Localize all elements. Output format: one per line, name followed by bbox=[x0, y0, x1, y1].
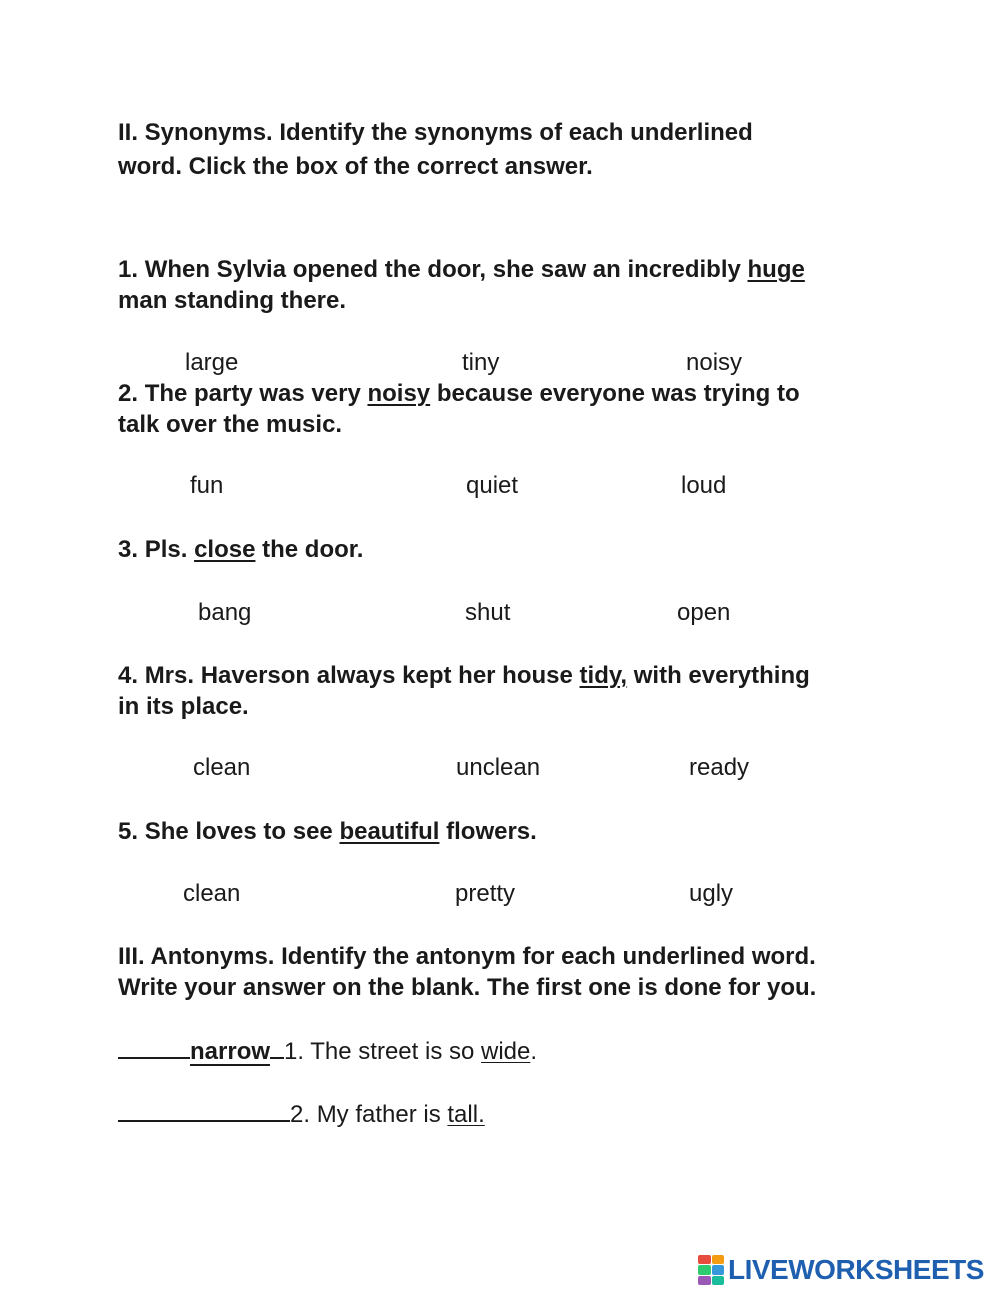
option-q1-b[interactable]: tiny bbox=[462, 349, 500, 376]
question-text-line2: in its place. bbox=[118, 693, 249, 720]
option-q2-b[interactable]: quiet bbox=[466, 472, 519, 499]
underlined-word: wide bbox=[481, 1038, 531, 1065]
logo-mark-icon bbox=[698, 1255, 724, 1285]
option-q4-c[interactable]: ready bbox=[689, 754, 750, 781]
underlined-word: tall. bbox=[447, 1101, 485, 1128]
antonym-item-1 bbox=[118, 1035, 537, 1067]
antonym-item-2 bbox=[118, 1098, 485, 1130]
underlined-word: close bbox=[194, 536, 256, 563]
question-text: She loves to see bbox=[144, 818, 333, 845]
item-text-post: . bbox=[530, 1038, 538, 1065]
option-q4-b[interactable]: unclean bbox=[456, 754, 541, 781]
option-q2-c[interactable]: loud bbox=[681, 472, 727, 499]
option-q5-c[interactable]: ugly bbox=[689, 880, 734, 907]
question-text-post: with everything bbox=[633, 662, 810, 689]
question-text-line2: talk over the music. bbox=[118, 411, 343, 438]
question-3 bbox=[118, 534, 363, 565]
underlined-word: noisy bbox=[367, 380, 431, 407]
section-2-title-line2: word. Click the box of the correct answer. bbox=[118, 153, 593, 180]
option-q4-a[interactable]: clean bbox=[193, 754, 251, 781]
section-2-title-line1: II. Synonyms. Identify the synonyms of each underlined bbox=[118, 119, 753, 146]
question-text: Mrs. Haverson always kept her house bbox=[144, 662, 573, 689]
underlined-word: tidy, bbox=[579, 662, 628, 689]
question-number: 3. bbox=[118, 536, 139, 563]
question-number: 4. bbox=[118, 662, 139, 689]
answer-input-1[interactable]: narrow bbox=[190, 1038, 271, 1065]
section-3-title bbox=[118, 941, 816, 1003]
item-text: The street is so bbox=[310, 1038, 475, 1065]
answer-blank-tail bbox=[270, 1035, 284, 1059]
question-2 bbox=[118, 378, 800, 440]
item-number: 1. bbox=[284, 1038, 305, 1065]
question-text-post: the door. bbox=[262, 536, 364, 563]
section-3-title-line2: Write your answer on the blank. The first one is done for you. bbox=[118, 974, 817, 1001]
question-number: 2. bbox=[118, 380, 139, 407]
item-number: 2. bbox=[290, 1101, 311, 1128]
option-q3-a[interactable]: bang bbox=[198, 599, 252, 626]
option-q3-b[interactable]: shut bbox=[465, 599, 511, 626]
item-text: My father is bbox=[316, 1101, 441, 1128]
question-text: Pls. bbox=[144, 536, 188, 563]
answer-blank-lead bbox=[118, 1035, 190, 1059]
question-text-line2: man standing there. bbox=[118, 287, 347, 314]
underlined-word: beautiful bbox=[339, 818, 440, 845]
option-q5-b[interactable]: pretty bbox=[455, 880, 516, 907]
question-number: 1. bbox=[118, 256, 139, 283]
option-q1-c[interactable]: noisy bbox=[686, 349, 743, 376]
option-q5-a[interactable]: clean bbox=[183, 880, 241, 907]
option-q3-c[interactable]: open bbox=[677, 599, 731, 626]
underlined-word: huge bbox=[747, 256, 805, 283]
question-4 bbox=[118, 660, 810, 722]
section-2-title bbox=[118, 116, 753, 184]
question-text-post: because everyone was trying to bbox=[436, 380, 800, 407]
answer-input-2[interactable] bbox=[118, 1098, 290, 1122]
question-number: 5. bbox=[118, 818, 139, 845]
logo-text: LIVEWORKSHEETS bbox=[728, 1254, 984, 1285]
section-3-title-line1: III. Antonyms. Identify the antonym for each underlined word. bbox=[118, 943, 816, 970]
question-5 bbox=[118, 816, 537, 847]
question-text-post: flowers. bbox=[446, 818, 537, 845]
question-text: When Sylvia opened the door, she saw an incredibly bbox=[144, 256, 741, 283]
liveworksheets-logo bbox=[698, 1254, 984, 1286]
question-1 bbox=[118, 254, 805, 316]
option-q1-a[interactable]: large bbox=[185, 349, 239, 376]
question-text: The party was very bbox=[144, 380, 361, 407]
option-q2-a[interactable]: fun bbox=[190, 472, 224, 499]
